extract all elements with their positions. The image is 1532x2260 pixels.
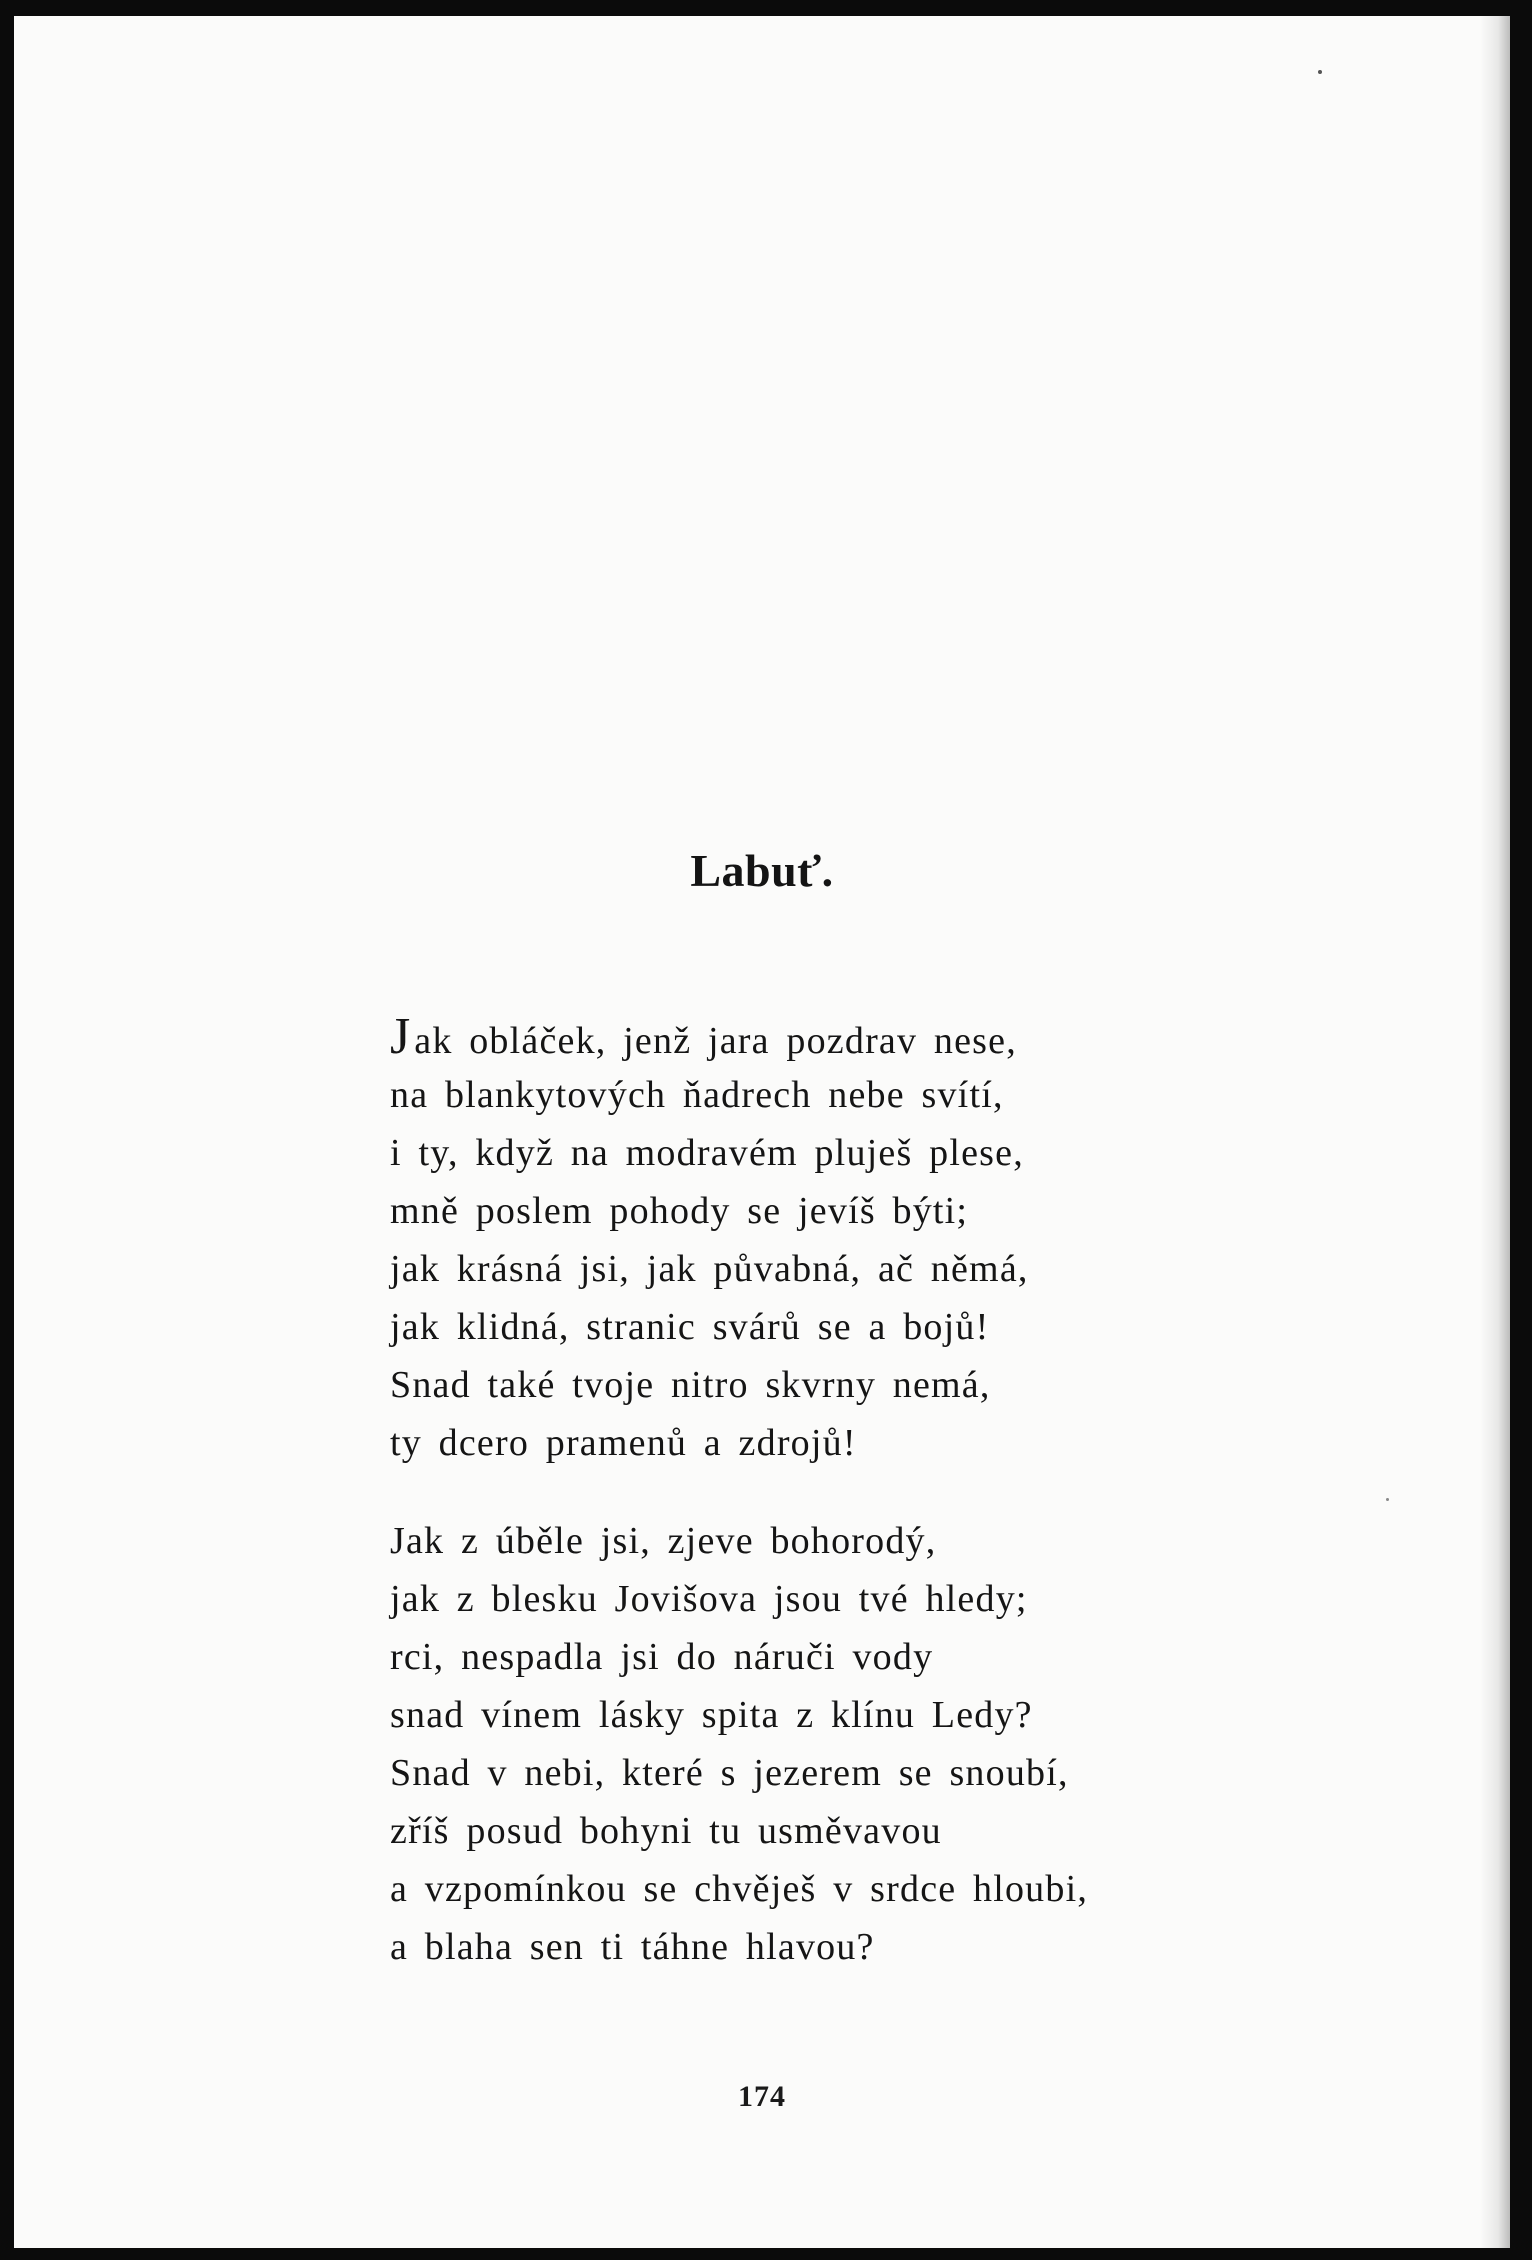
poem-line: na blankytových ňadrech nebe svítí, bbox=[390, 1074, 1004, 1116]
spine-shadow bbox=[1480, 16, 1510, 2248]
ink-speck bbox=[1318, 70, 1322, 74]
poem-line: snad vínem lásky spita z klínu Ledy? bbox=[390, 1694, 1033, 1736]
poem-line: zříš posud bohyni tu usměvavou bbox=[390, 1810, 942, 1852]
poem-title: Labuť. bbox=[690, 845, 834, 896]
poem-line: jak klidná, stranic svárů se a bojů! bbox=[390, 1306, 990, 1348]
poem-line: i ty, když na modravém pluješ plese, bbox=[390, 1132, 1024, 1174]
book-page bbox=[14, 16, 1510, 2248]
poem-line: ty dcero pramenů a zdrojů! bbox=[390, 1422, 857, 1464]
stanza-2 bbox=[390, 1512, 1390, 1976]
drop-cap: J bbox=[390, 1008, 415, 1065]
poem-line-text: ak obláček, jenž jara pozdrav nese, bbox=[414, 1020, 1017, 1062]
poem-body bbox=[390, 1008, 1390, 1976]
poem-line: jak z blesku Jovišova jsou tvé hledy; bbox=[390, 1578, 1028, 1620]
poem-line bbox=[390, 1008, 1390, 1066]
poem-line: mně poslem pohody se jevíš býti; bbox=[390, 1190, 969, 1232]
poem-line: Snad také tvoje nitro skvrny nemá, bbox=[390, 1364, 991, 1406]
stanza-1 bbox=[390, 1008, 1390, 1472]
poem-line: jak krásná jsi, jak půvabná, ač němá, bbox=[390, 1248, 1029, 1290]
page-number: 174 bbox=[738, 2080, 786, 2113]
poem-line: Jak z úběle jsi, zjeve bohorodý, bbox=[390, 1520, 937, 1562]
poem-line: a blaha sen ti táhne hlavou? bbox=[390, 1926, 875, 1968]
poem-line: a vzpomínkou se chvěješ v srdce hloubi, bbox=[390, 1868, 1089, 1910]
poem-line: rci, nespadla jsi do náruči vody bbox=[390, 1636, 934, 1678]
poem-line: Snad v nebi, které s jezerem se snoubí, bbox=[390, 1752, 1069, 1794]
